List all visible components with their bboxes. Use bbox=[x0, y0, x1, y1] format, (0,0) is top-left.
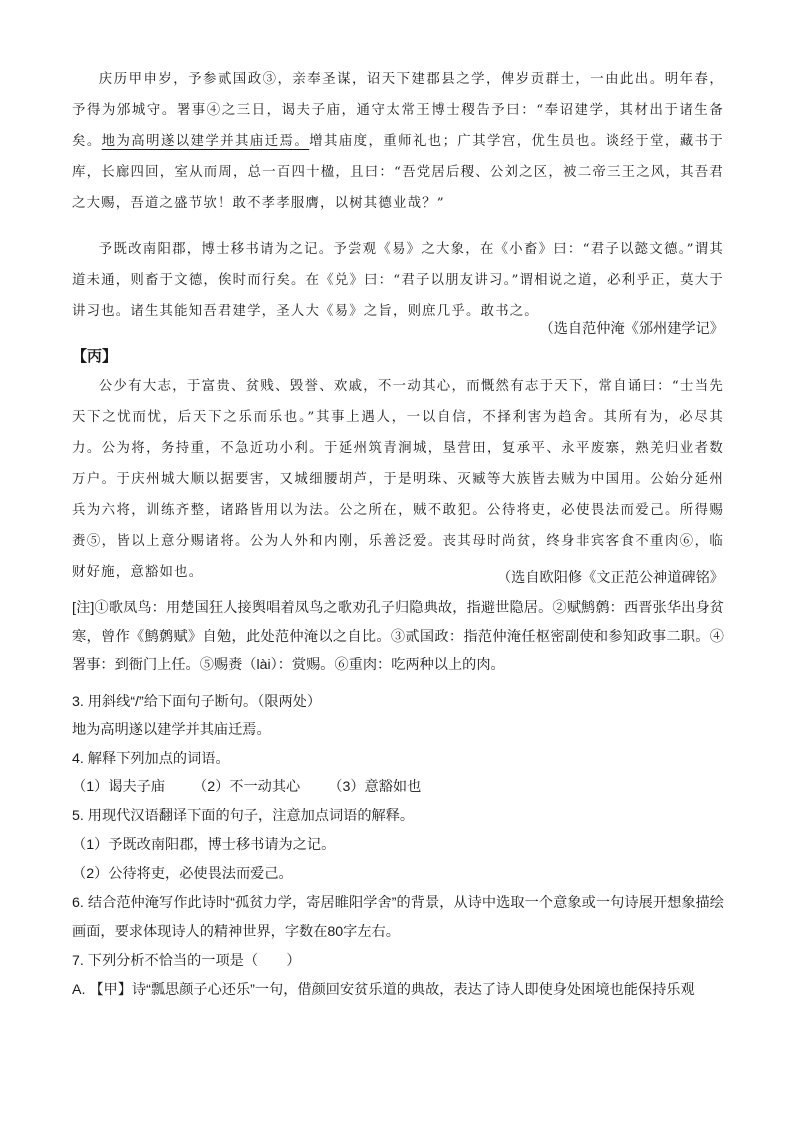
jia-paragraph-1-text-b: 增其庙度，重师礼也；广其学宫，优生员也。谈经于堂，藏书于库，长廊四回，室从而周，总一百四十楹，且曰：“吾党居后稷、公刘之区，被二帝三王之风，其吾君之大赐，吾道之盛节欤！敢不孝孝服膺，以树其德业哉？” bbox=[72, 134, 724, 211]
question-4-item-3: （3）意豁如也 bbox=[328, 779, 422, 795]
question-4-title: 4. 解释下列加点的词语。 bbox=[72, 751, 230, 767]
bing-heading: 【丙】 bbox=[72, 348, 118, 365]
bing-source: （选自欧阳修《文正范公神道碑铭》 bbox=[496, 570, 724, 586]
question-4-item-1: （1）谒夫子庙 bbox=[72, 779, 166, 795]
question-4-items bbox=[72, 773, 724, 802]
question-5-title: 5. 用现代汉语翻译下面的句子，注意加点词语的解释。 bbox=[72, 808, 415, 824]
underlined-sentence: 地为高明遂以建学并其庙迁焉。 bbox=[101, 134, 310, 149]
question-5-item-1: （1）予既改南阳郡，博士移书请为之记。 bbox=[72, 837, 336, 853]
jia-source: （选自范仲淹《邠州建学记》 bbox=[539, 321, 724, 337]
question-3-sentence: 地为高明遂以建学并其庙迁焉。 bbox=[72, 722, 271, 738]
question-7-option-a: A. 【甲】诗“瓢思颜子心还乐”一句，借颜回安贫乐道的典故，表达了诗人即使身处困境也能保持乐观 bbox=[72, 982, 695, 998]
question-4-item-2: （2）不一动其心 bbox=[193, 779, 301, 795]
question-6: 6. 结合范仲淹写作此诗时“孤贫力学，寄居睢阳学舍”的背景，从诗中选取一个意象或一句诗展开想象描绘画面，要求体现诗人的精神世界，字数在80字左右。 bbox=[72, 895, 724, 940]
jia-paragraph-1 bbox=[72, 64, 724, 219]
question-3-title: 3. 用斜线“/”给下面句子断句。（限两处） bbox=[72, 694, 322, 710]
question-5-item-2: （2）公待将吏，必使畏法而爱己。 bbox=[72, 866, 293, 882]
jia-paragraph-1-text-a: 庆历甲申岁，予参贰国政③，亲奉圣谋，诏天下建郡县之学，俾岁贡群士，一由此出。明年春，予得为邠城守。署事④之三日，谒夫子庙，通守太常王博士稷告予曰：“奉诏建学，其材出于诸生备矣。 bbox=[72, 72, 724, 149]
annotation-notes: [注]①歌凤鸟：用楚国狂人接舆唱着凤鸟之歌劝孔子归隐典故，指避世隐居。②赋鹪鹩：西晋张华出身贫寒，曾作《鹪鹩赋》自勉，此处范仲淹以之自比。③贰国政：指范仲淹任枢密副使和参知政事二职。④署事：到衙门上任。⑤赐赉（lài）：赏赐。⑥重肉：吃两种以上的肉。 bbox=[72, 600, 724, 673]
question-7-title: 7. 下列分析不恰当的一项是（ ） bbox=[72, 953, 301, 969]
jia-paragraph-2: 予既改南阳郡，博士移书请为之记。予尝观《易》之大象，在《小畜》曰：“君子以懿文德。”谓其道未通，则畜于文德，俟时而行矣。在《兑》曰：“君子以朋友讲习。”谓相说之道，必利乎正，莫大于讲习也。诸生其能知吾君建学，圣人大《易》之旨，则庶几乎。敢书之。 bbox=[72, 242, 724, 319]
bing-paragraph: 公少有大志，于富贵、贫贱、毁誉、欢戚，不一动其心，而慨然有志于天下，常自诵曰：“士当先天下之忧而忧，后天下之乐而乐也。”其事上遇人，一以自信，不择利害为趋舍。其所有为，必尽其力。公为将，务持重，不急近功小利。于延州筑青涧城，垦营田，复承平、永平废寨，熟羌归业者数万户。于庆州城大顺以据要害，又城细腰胡芦，于是明珠、灭臧等大族皆去贼为中国用。公始分延州兵为六将，训练齐整，诸路皆用以为法。公之所在，贼不敢犯。公待将吏，必使畏法而爱己。所得赐赉⑤，皆以上意分赐诸将。公为人外和内刚，乐善泛爱。丧其母时尚贫，终身非宾客食不重肉⑥，临财好施，意豁如也。 bbox=[72, 379, 724, 580]
